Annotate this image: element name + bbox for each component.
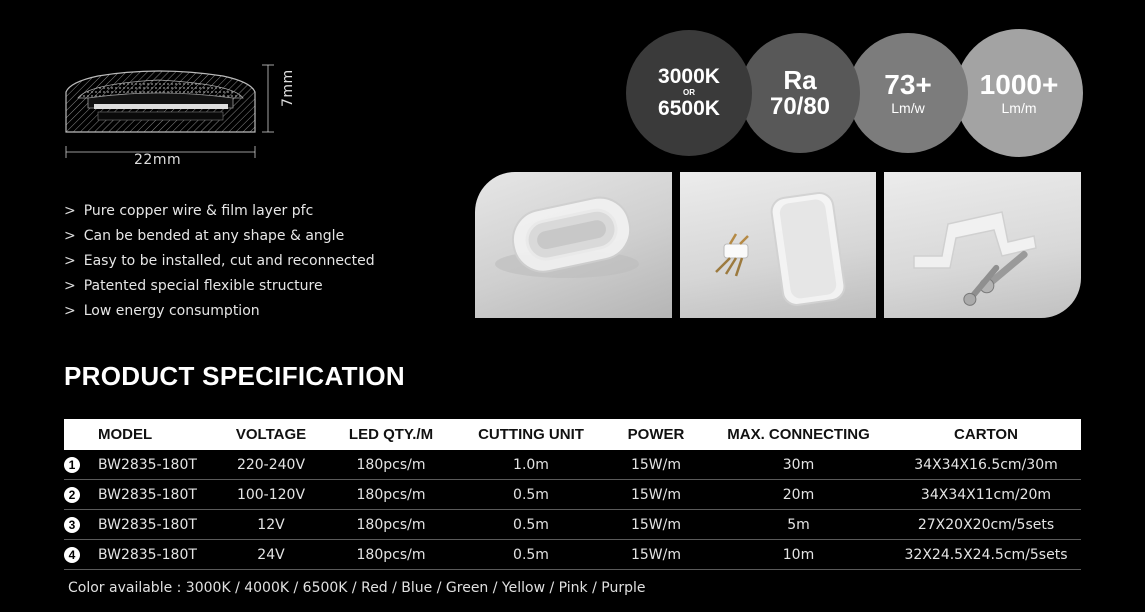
feature-item bbox=[64, 224, 375, 249]
cell-max-connecting: 5m bbox=[706, 510, 891, 540]
spec-table bbox=[64, 419, 1081, 570]
connector-photo bbox=[680, 172, 876, 318]
width-dimension-label: 22mm bbox=[134, 152, 182, 168]
cell-model: BW2835-180T bbox=[98, 480, 216, 510]
feature-marker: > bbox=[64, 253, 76, 269]
feature-text: Can be bended at any shape & angle bbox=[83, 228, 345, 244]
feature-marker: > bbox=[64, 203, 76, 219]
end-cap-photo bbox=[475, 172, 672, 318]
efficacy-value: 73+ bbox=[884, 69, 932, 100]
header-power: POWER bbox=[606, 419, 706, 450]
cell-voltage: 24V bbox=[216, 540, 326, 570]
cell-cutting-unit: 0.5m bbox=[456, 540, 606, 570]
color-availability-note: Color available : 3000K / 4000K / 6500K / Red / Blue / Green / Yellow / Pink / Purple bbox=[68, 580, 646, 596]
cell-cutting-unit: 1.0m bbox=[456, 450, 606, 480]
feature-list bbox=[64, 199, 375, 324]
lumen-value: 1000+ bbox=[979, 69, 1059, 100]
row-number-badge: 1 bbox=[64, 457, 80, 473]
cell-model: BW2835-180T bbox=[98, 450, 216, 480]
feature-text: Easy to be installed, cut and reconnected bbox=[83, 253, 375, 269]
efficacy-unit: Lm/w bbox=[891, 100, 925, 116]
mounting-clip-photo bbox=[884, 172, 1081, 318]
cell-model: BW2835-180T bbox=[98, 540, 216, 570]
cell-carton: 27X20X20cm/5sets bbox=[891, 510, 1081, 540]
feature-text: Patented special flexible structure bbox=[83, 278, 323, 294]
header-carton: CARTON bbox=[891, 419, 1081, 450]
color-temperature-badge bbox=[626, 30, 752, 156]
feature-item bbox=[64, 299, 375, 324]
cct-value-2: 6500K bbox=[658, 97, 720, 120]
feature-item bbox=[64, 249, 375, 274]
profile-cross-section bbox=[58, 62, 308, 177]
cell-led-qty: 180pcs/m bbox=[326, 510, 456, 540]
table-row bbox=[64, 510, 1081, 540]
header-voltage: VOLTAGE bbox=[216, 419, 326, 450]
cell-voltage: 220-240V bbox=[216, 450, 326, 480]
lumen-badge bbox=[955, 29, 1083, 157]
cell-model: BW2835-180T bbox=[98, 510, 216, 540]
header-num bbox=[64, 419, 98, 450]
cct-value-1: 3000K bbox=[658, 65, 720, 88]
table-row bbox=[64, 540, 1081, 570]
cell-power: 15W/m bbox=[606, 510, 706, 540]
cell-carton: 34X34X11cm/20m bbox=[891, 480, 1081, 510]
header-model: MODEL bbox=[98, 419, 216, 450]
cct-or: OR bbox=[683, 88, 695, 97]
cell-power: 15W/m bbox=[606, 540, 706, 570]
connector-icon bbox=[680, 172, 876, 318]
cell-led-qty: 180pcs/m bbox=[326, 450, 456, 480]
feature-marker: > bbox=[64, 303, 76, 319]
spec-header-row bbox=[64, 419, 1081, 450]
table-row bbox=[64, 480, 1081, 510]
ra-value: 70/80 bbox=[769, 93, 831, 120]
feature-marker: > bbox=[64, 228, 76, 244]
row-number-badge: 4 bbox=[64, 547, 80, 563]
spec-title: PRODUCT SPECIFICATION bbox=[64, 361, 405, 391]
cross-section-drawing bbox=[58, 62, 308, 177]
feature-item bbox=[64, 274, 375, 299]
feature-marker: > bbox=[64, 278, 76, 294]
feature-text: Low energy consumption bbox=[83, 303, 260, 319]
mounting-clip-icon bbox=[884, 172, 1081, 318]
cell-max-connecting: 10m bbox=[706, 540, 891, 570]
cell-max-connecting: 30m bbox=[706, 450, 891, 480]
height-dimension-label: 7mm bbox=[280, 69, 296, 107]
header-led-qty: LED QTY./M bbox=[326, 419, 456, 450]
header-cutting-unit: CUTTING UNIT bbox=[456, 419, 606, 450]
table-row bbox=[64, 450, 1081, 480]
ra-label: Ra bbox=[783, 65, 817, 95]
cell-voltage: 100-120V bbox=[216, 480, 326, 510]
cell-led-qty: 180pcs/m bbox=[326, 540, 456, 570]
cell-carton: 32X24.5X24.5cm/5sets bbox=[891, 540, 1081, 570]
row-number-badge: 2 bbox=[64, 487, 80, 503]
header-max-connecting: MAX. CONNECTING bbox=[706, 419, 891, 450]
cell-led-qty: 180pcs/m bbox=[326, 480, 456, 510]
feature-text: Pure copper wire & film layer pfc bbox=[83, 203, 314, 219]
cell-voltage: 12V bbox=[216, 510, 326, 540]
row-number-badge: 3 bbox=[64, 517, 80, 533]
cell-power: 15W/m bbox=[606, 480, 706, 510]
feature-item bbox=[64, 199, 375, 224]
efficacy-badge bbox=[848, 33, 968, 153]
cell-cutting-unit: 0.5m bbox=[456, 510, 606, 540]
end-cap-icon bbox=[475, 172, 672, 318]
cell-max-connecting: 20m bbox=[706, 480, 891, 510]
cell-carton: 34X34X16.5cm/30m bbox=[891, 450, 1081, 480]
cell-cutting-unit: 0.5m bbox=[456, 480, 606, 510]
cell-power: 15W/m bbox=[606, 450, 706, 480]
lumen-unit: Lm/m bbox=[1001, 100, 1037, 116]
cri-badge bbox=[740, 33, 860, 153]
